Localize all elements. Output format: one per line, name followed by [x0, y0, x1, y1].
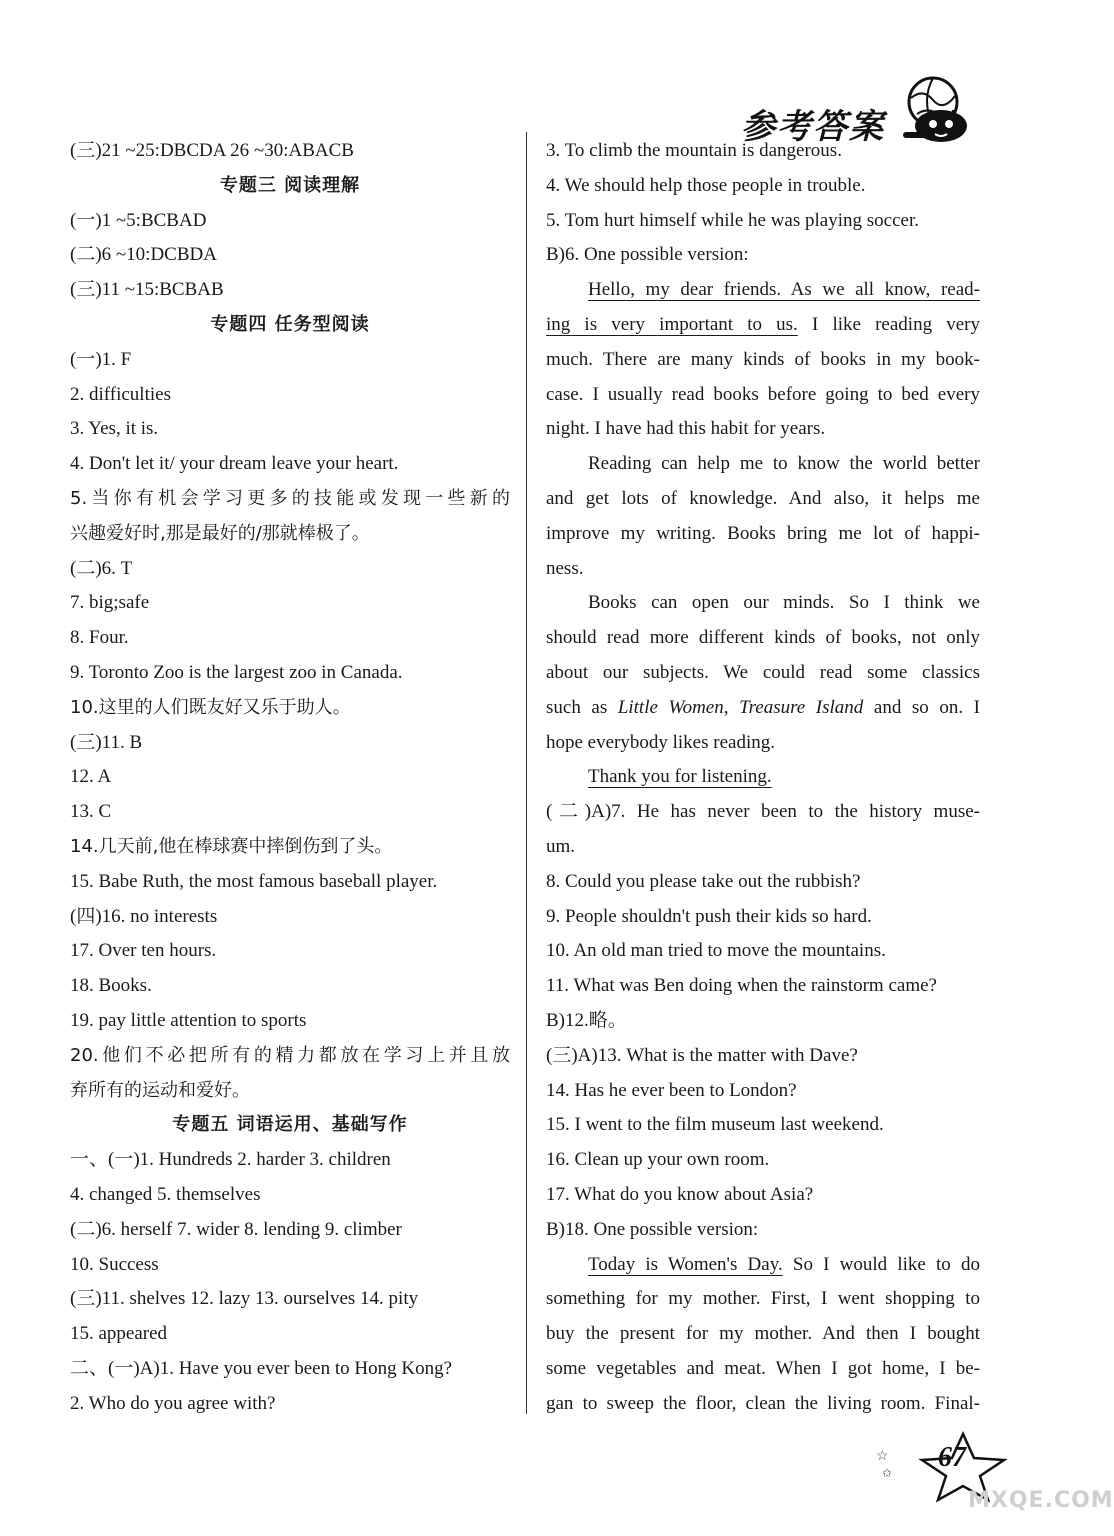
answer-line: (四)16. no interests [70, 905, 218, 927]
answer-line: Books can open our minds. So I think we [588, 592, 980, 614]
text-run: So I would like to do [782, 1253, 980, 1275]
answer-line: 弃所有的运动和爱好。 [70, 1079, 250, 1101]
answer-line: case. I usually read books before going to bed every [546, 383, 980, 405]
right-column [546, 134, 980, 1421]
text-run: I like reading very [797, 313, 980, 335]
answer-line: 10. Success [70, 1253, 159, 1275]
answer-line: 19. pay little attention to sports [70, 1009, 307, 1031]
answer-line: 2. difficulties [70, 383, 171, 405]
answer-line: (二)6 ~10:DCBDA [70, 244, 217, 266]
answer-line: ness. [546, 557, 584, 579]
section-heading: 专题五 词语运用、基础写作 [172, 1114, 408, 1136]
answer-line: buy the present for my mother. And then I bought [546, 1323, 980, 1345]
star-icon: ☆ [876, 1449, 889, 1464]
answer-line: 7. big;safe [70, 592, 150, 614]
answer-line: 9. Toronto Zoo is the largest zoo in Canada. [70, 661, 403, 683]
answer-line: (三)11. shelves 12. lazy 13. ourselves 14. pity [70, 1288, 419, 1310]
answer-line: 15. appeared [70, 1323, 168, 1345]
text-run: Today is Women's Day. [588, 1253, 783, 1275]
text-run: ing is very important to us. [546, 313, 798, 335]
answer-line: improve my writing. Books bring me lot of happi- [546, 522, 980, 544]
answer-line: 15. I went to the film museum last weekend. [546, 1114, 884, 1136]
answer-line: (三)A)13. What is the matter with Dave? [546, 1044, 858, 1066]
text-run: Little Women [617, 696, 724, 718]
answer-line: 10.这里的人们既友好又乐于助人。 [70, 696, 351, 718]
answer-line: hope everybody likes reading. [546, 731, 775, 753]
answer-line: 兴趣爱好时,那是最好的/那就棒极了。 [70, 522, 370, 544]
answer-line: some vegetables and meat. When I got home, I be- [546, 1357, 980, 1379]
answer-line: 10. An old man tried to move the mountains. [546, 940, 886, 962]
answer-line: 13. C [70, 801, 112, 823]
answer-line: 5. Tom hurt himself while he was playing soccer. [546, 209, 919, 231]
answer-line: (二)6. T [70, 557, 133, 579]
answer-line: 20.他们不必把所有的精力都放在学习上并且放 [70, 1044, 510, 1066]
text-run: and so on. I [863, 696, 981, 718]
text-run: Thank you for listening. [588, 766, 772, 788]
answer-line: 2. Who do you agree with? [70, 1392, 276, 1414]
answer-line [546, 1248, 980, 1283]
answer-line: should read more different kinds of books, not only [546, 627, 980, 649]
answer-line: 5.当你有机会学习更多的技能或发现一些新的 [70, 487, 510, 509]
page-number: 67 [938, 1442, 966, 1473]
answer-line: 17. Over ten hours. [70, 940, 217, 962]
answer-line: 3. To climb the mountain is dangerous. [546, 140, 842, 161]
answer-line: 11. What was Ben doing when the rainstorm came? [546, 975, 937, 997]
answer-line: much. There are many kinds of books in my book- [546, 348, 980, 370]
answer-line: (二)A)7. He has never been to the history muse- [546, 801, 980, 823]
answer-line: (三)21 ~25:DBCDA 26 ~30:ABACB [70, 140, 354, 161]
answer-line: (三)11. B [70, 731, 143, 753]
answer-line: 15. Babe Ruth, the most famous baseball player. [70, 870, 438, 892]
answer-line: 二、(一)A)1. Have you ever been to Hong Kong? [70, 1357, 453, 1379]
section-heading: 专题三 阅读理解 [219, 174, 361, 196]
answer-line [546, 691, 980, 726]
answer-line: 12. A [70, 766, 112, 788]
answer-line: and get lots of knowledge. And also, it helps me [546, 487, 980, 509]
answer-line: Reading can help me to know the world better [588, 453, 980, 475]
text-run: Hello, my dear friends. As we all know, read- [588, 279, 980, 301]
answer-line: (一)1. F [70, 348, 132, 370]
answer-line: 一、(一)1. Hundreds 2. harder 3. children [70, 1149, 391, 1171]
answer-line: 18. Books. [70, 975, 152, 997]
header-title: 参考答案 [741, 107, 885, 147]
answer-line: gan to sweep the floor, clean the living room. Final- [546, 1392, 980, 1414]
answer-line: 4. Don't let it/ your dream leave your heart. [70, 453, 399, 475]
left-column [70, 134, 510, 1421]
answer-line: B)6. One possible version: [546, 244, 749, 266]
answer-line [546, 760, 980, 795]
answer-line: 8. Four. [70, 627, 129, 649]
answer-line: 17. What do you know about Asia? [546, 1183, 814, 1205]
answer-line: 8. Could you please take out the rubbish? [546, 870, 861, 892]
answer-line: (二)6. herself 7. wider 8. lending 9. climber [70, 1218, 402, 1240]
answer-line: 14. Has he ever been to London? [546, 1079, 797, 1101]
column-divider [526, 132, 527, 1414]
section-heading: 专题四 任务型阅读 [210, 313, 370, 335]
text-run: Treasure Island [739, 696, 864, 718]
answer-line: 16. Clean up your own room. [546, 1149, 770, 1171]
answer-line: 4. We should help those people in trouble. [546, 174, 866, 196]
star-icon: ✩ [882, 1466, 893, 1480]
answer-line: night. I have had this habit for years. [546, 418, 826, 440]
answer-line: B)12.略。 [546, 1009, 627, 1031]
answer-line: 9. People shouldn't push their kids so hard. [546, 905, 872, 927]
answer-line: about our subjects. We could read some classics [546, 661, 980, 683]
answer-line: 4. changed 5. themselves [70, 1183, 261, 1205]
answer-line: um. [546, 835, 576, 857]
text-run: , [723, 696, 740, 718]
watermark: MXQE.COM [968, 1488, 1114, 1513]
answer-line: (三)11 ~15:BCBAB [70, 279, 224, 301]
answer-line [546, 273, 980, 308]
answer-line: something for my mother. First, I went shopping to [546, 1288, 980, 1310]
answer-line: B)18. One possible version: [546, 1218, 759, 1240]
text-run: such as [546, 696, 618, 718]
answer-line: (一)1 ~5:BCBAD [70, 209, 207, 231]
answer-line: 3. Yes, it is. [70, 418, 159, 440]
answer-line: 14.几天前,他在棒球赛中摔倒伤到了头。 [70, 835, 393, 857]
answer-line [546, 308, 980, 343]
